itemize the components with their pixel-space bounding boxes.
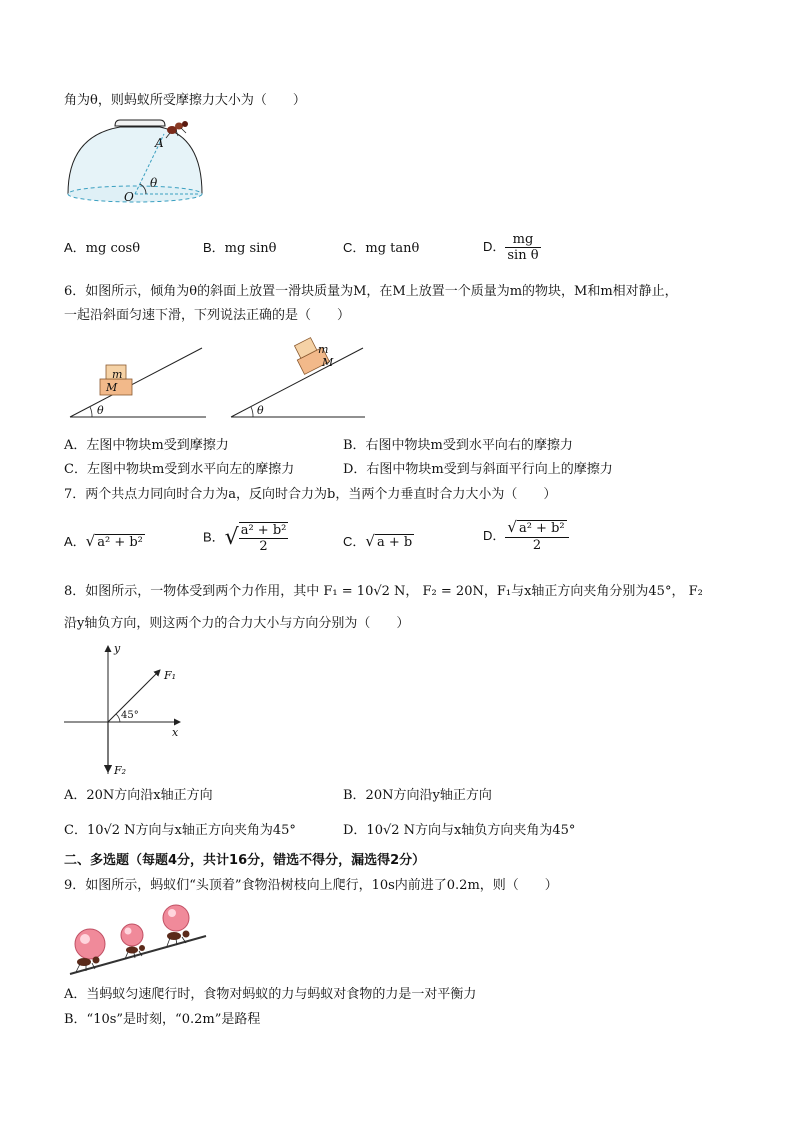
q5-option-c[interactable]: C．mg tanθ [343,240,420,256]
q5-option-b[interactable]: B．mg sinθ [203,240,277,256]
fig-label-M-right: M [322,356,334,369]
q7-option-d[interactable]: D． $\frac{\text{√ a² + b²}}{2}$ [483,520,569,553]
fig-label-m-right: m [318,343,329,356]
q6-incline-right-figure [229,338,369,420]
q6-option-b[interactable]: B．右图中物块m受到水平向右的摩擦力 [343,438,573,453]
q7-option-c[interactable]: C．√ a + b [343,532,413,550]
fig-label-F2: F₂ [114,764,127,777]
q9-option-b[interactable]: B．“10s”是时刻，“0.2m”是路程 [64,1012,261,1027]
q8-option-b[interactable]: B．20N方向沿y轴正方向 [343,788,492,803]
q5-bowl-figure [60,116,210,208]
q6-option-a[interactable]: A．左图中物块m受到摩擦力 [64,438,229,453]
q9-stem: 9．如图所示，蚂蚁们“头顶着”食物沿树枝向上爬行，10s内前进了0.2m，则（ ） [64,878,558,893]
section-title: 二、多选题（每题4分，共计16分，错选不得分，漏选得2分） [64,853,426,868]
q5-stem: 角为θ，则蚂蚁所受摩擦力大小为（ ） [64,93,306,108]
q8-option-c[interactable]: C．10√2 N方向与x轴正方向夹角为45° [64,823,296,838]
q5-option-d[interactable]: D． $\frac{mg}{\text{sin θ}}$ [483,232,539,263]
q7-option-a[interactable]: A．√ a² + b² [64,532,143,550]
q6-stem-line2: 一起沿斜面匀速下滑，下列说法正确的是（ ） [64,308,351,323]
fig-label-angle: 45° [121,710,139,721]
fig-label-theta-left: θ [97,404,104,417]
q6-stem-line1: 6．如图所示，倾角为θ的斜面上放置一滑块质量为M，在M上放置一个质量为m的物块，M和m相对静止， [64,284,678,299]
q6-option-d[interactable]: D．右图中物块m受到与斜面平行向上的摩擦力 [343,462,613,477]
q9-ants-figure [62,900,208,980]
fig-label-m-left: m [112,368,123,381]
q8-stem-line2: 沿y轴负方向，则这两个力的合力大小与方向分别为（ ） [64,616,410,631]
q8-option-d[interactable]: D．10√2 N方向与x轴负方向夹角为45° [343,823,576,838]
q9-option-a[interactable]: A．当蚂蚁匀速爬行时，食物对蚂蚁的力与蚂蚁对食物的力是一对平衡力 [64,987,477,1002]
q8-stem-line1: 8．如图所示，一物体受到两个力作用，其中 F₁ = 10√2 N， F₂ = 20N，F₁与x轴正方向夹角分别为45°， F₂ [64,584,703,599]
fig-label-theta: θ [150,176,158,190]
q7-option-b[interactable]: B．√ $\frac{\text{a² + b²}}{2}$ [203,523,287,554]
q6-incline-left-figure [68,344,208,420]
fig-label-x: x [172,726,179,739]
fig-label-M-left: M [106,381,118,394]
fig-label-y: y [114,642,121,655]
fig-label-theta-right: θ [257,404,264,417]
fig-label-O: O [124,190,134,204]
q8-option-a[interactable]: A．20N方向沿x轴正方向 [64,788,213,803]
q6-option-c[interactable]: C．左图中物块m受到水平向左的摩擦力 [64,462,295,477]
fig-label-A: A [155,136,164,150]
q5-option-a[interactable]: A．mg cosθ [64,240,141,256]
fig-label-F1: F₁ [164,669,177,682]
q7-stem: 7．两个共点力同向时合力为a，反向时合力为b，当两个力垂直时合力大小为（ ） [64,487,557,502]
